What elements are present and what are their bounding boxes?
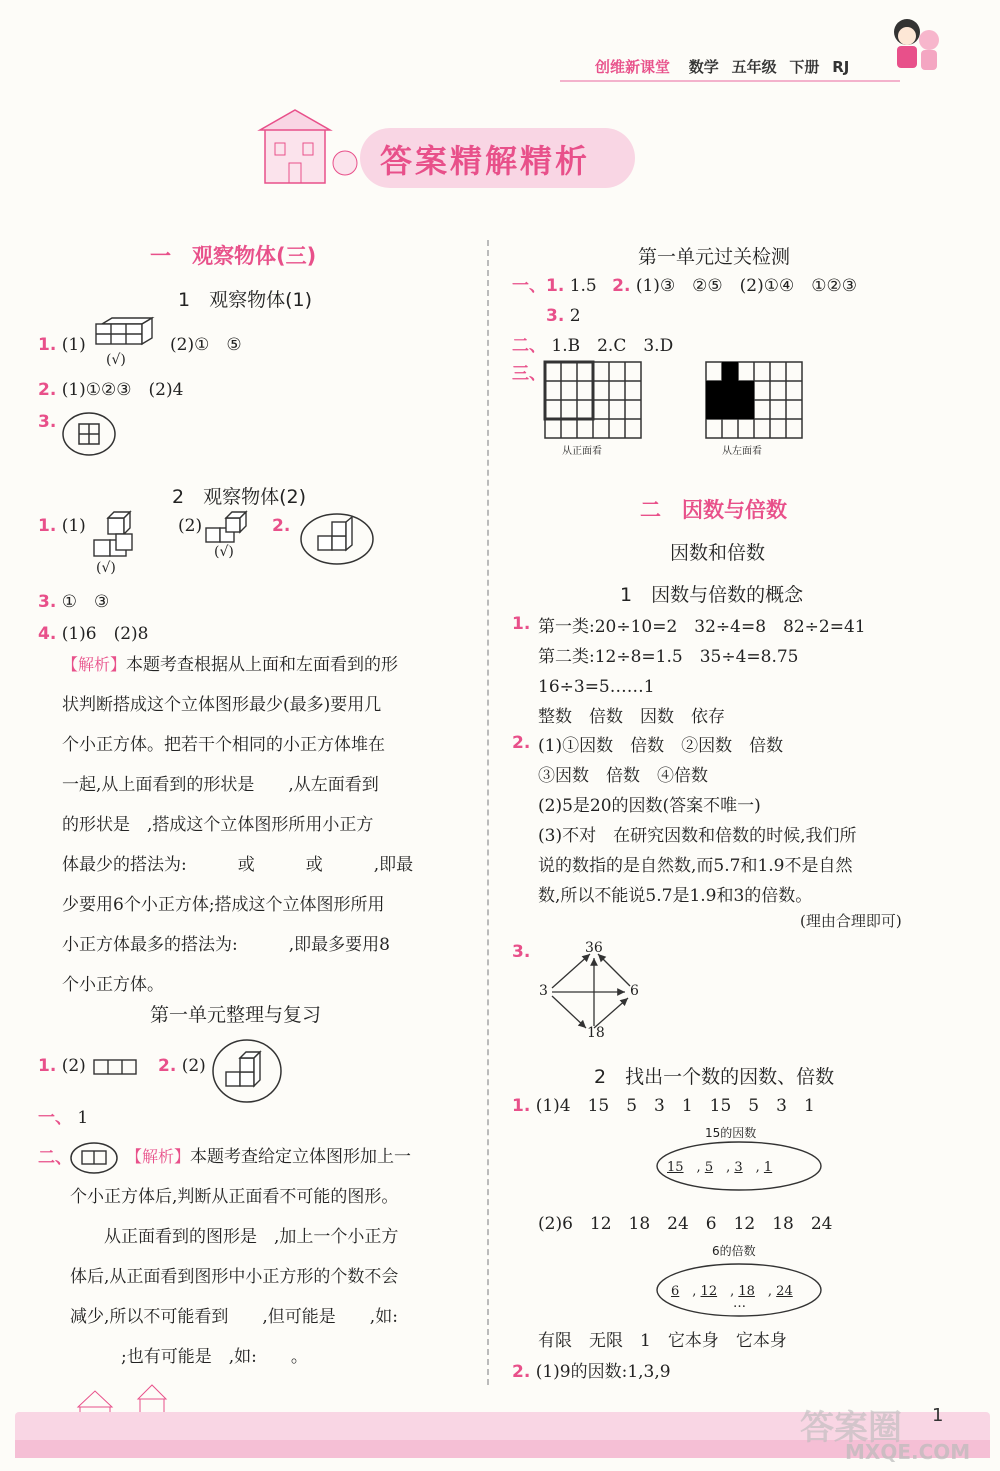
r-q1-line: 整数 倍数 因数 依存	[538, 707, 725, 727]
diamond-top: 36	[585, 940, 603, 956]
qnum: 2.	[272, 516, 291, 536]
qnum: 1.	[512, 614, 531, 634]
oval1-value: 5	[704, 1160, 714, 1175]
r-q1-num	[512, 614, 530, 634]
l1-q1b: (2)① ⑤	[170, 335, 242, 355]
qnum: 2.	[38, 380, 57, 400]
qnum: 1.	[546, 276, 565, 296]
l2-q4	[38, 624, 149, 644]
diamond-bottom: 18	[587, 1025, 605, 1041]
l2-q2	[272, 516, 290, 536]
qnum: 二、	[512, 336, 546, 356]
analysis2-line: ;也有可能是 ,如: 。	[70, 1347, 308, 1367]
r-lesson2-title: 2 找出一个数的因数、倍数	[594, 1066, 835, 1088]
subject: 数学	[688, 58, 719, 76]
r-q2-note: (理由合理即可)	[800, 912, 902, 930]
r2-q1a: (1)4 15 5 3 1 15 5 3 1	[535, 1096, 815, 1116]
grade: 五年级	[731, 58, 777, 76]
review-title: 第一单元整理与复习	[150, 1004, 322, 1026]
analysis2	[70, 1177, 475, 1377]
analysis1-line: 一起,从上面看到的形状是 ,从左面看到	[62, 775, 379, 795]
l1-q3	[38, 412, 56, 432]
rv-q2	[158, 1056, 206, 1076]
left-view-label: 从左面看	[722, 446, 762, 457]
l1-q2-text: (1)①②③ (2)4	[61, 380, 184, 400]
t-yi2: (1)③ ②⑤ (2)①④ ①②③	[635, 276, 857, 296]
analysis2-text: 本题考查给定立体图形加上一	[190, 1147, 412, 1167]
l2-q3	[38, 592, 109, 612]
oval2-value: 12	[700, 1284, 718, 1299]
edition: RJ	[832, 58, 850, 76]
oval1-title: 15的因数	[705, 1126, 757, 1140]
qnum: 3.	[38, 592, 57, 612]
analysis2-first	[126, 1137, 471, 1177]
t-san	[512, 364, 546, 384]
l2-q1	[38, 516, 86, 536]
brand-name: 创维新课堂	[595, 58, 671, 76]
cube-row-figure	[96, 318, 156, 348]
analysis1-line: 少要用6个小正方体;搭成这个立体图形所用	[62, 895, 385, 915]
qnum: 一、	[512, 276, 546, 296]
column-divider	[487, 240, 489, 1385]
r-q2-line: (1)①因数 倍数 ②因数 倍数	[538, 736, 784, 756]
l1-q2	[38, 380, 183, 400]
three-squares-figure	[94, 1058, 140, 1076]
circled-rect-figure	[70, 1142, 120, 1176]
test-title: 第一单元过关检测	[638, 246, 791, 268]
qnum: 1.	[512, 1096, 531, 1116]
r-q2-line: 说的数指的是自然数,而5.7和1.9不是自然	[538, 856, 853, 876]
oval2-value: 18	[738, 1284, 755, 1299]
analysis1-line: 状判断搭成这个立体图形最少(最多)要用几	[62, 695, 382, 715]
analysis2-line: 个小正方体后,判断从正面看不可能的图形。	[70, 1187, 399, 1207]
oval1-value: 1	[763, 1160, 773, 1175]
left-view-grid	[706, 362, 806, 440]
diamond-right: 6	[630, 983, 639, 999]
cube-stack-figure-b	[206, 512, 256, 548]
front-view-label: 从正面看	[562, 446, 602, 457]
rv-er	[38, 1148, 72, 1168]
analysis1-line: 个小正方体。把若干个相同的小正方体堆在	[62, 735, 385, 755]
qnum: 一、	[38, 1108, 72, 1128]
volume: 下册	[789, 58, 820, 76]
analysis1-line: 体最少的搭法为: 或 或 ,即最	[62, 855, 414, 875]
qnum: 3.	[512, 942, 531, 962]
qnum: 3.	[38, 412, 57, 432]
r2-q1b: (2)6 12 18 24 6 12 18 24	[538, 1214, 833, 1234]
r-q2-line: 数,所以不能说5.7是1.9和3的倍数。	[538, 886, 813, 906]
oval1-value: 3	[734, 1160, 743, 1175]
analysis2-line: 体后,从正面看到图形中小正方形的个数不会	[70, 1267, 399, 1287]
r2-q1c: 有限 无限 1 它本身 它本身	[538, 1331, 787, 1351]
r-q1-line: 16÷3=5……1	[538, 677, 655, 697]
oval2-value: 24	[776, 1284, 793, 1299]
diamond-left: 3	[539, 983, 548, 999]
page-header	[595, 56, 857, 77]
l2-q1a: (1)	[61, 516, 86, 536]
qnum: 1.	[38, 335, 57, 355]
rv-yi-text: 1	[77, 1108, 89, 1128]
qnum: 1.	[38, 1056, 57, 1076]
l1-q1	[38, 335, 86, 355]
school-building-icon	[245, 108, 365, 188]
watermark-en: MXQE.COM	[845, 1440, 971, 1464]
rv-q1-text: (2)	[61, 1056, 86, 1076]
t-er-text: 1.B 2.C 3.D	[551, 336, 674, 356]
qnum: 2.	[512, 733, 531, 753]
r-q1-line: 第一类:20÷10=2 32÷4=8 82÷2=41	[538, 617, 866, 637]
t-yi3-text: 2	[569, 306, 581, 326]
cube-stack-figure-a	[94, 512, 144, 562]
l1-q1a: (1)	[61, 335, 86, 355]
r-q2-line: (3)不对 在研究因数和倍数的时候,我们所	[538, 826, 857, 846]
analysis2-line: 减少,所以不可能看到 ,但可能是 ,如:	[70, 1307, 398, 1327]
rv-q1	[38, 1056, 86, 1076]
cartoon-kids-icon	[885, 12, 945, 82]
analysis1-line: 小正方体最多的搭法为: ,即最多要用8	[62, 935, 390, 955]
r-q2-num	[512, 733, 530, 753]
qnum: 2.	[512, 1362, 531, 1382]
page-number: 1	[932, 1405, 944, 1426]
circled-cube-figure	[300, 512, 376, 566]
t-er	[512, 336, 673, 356]
qnum: 1.	[38, 516, 57, 536]
l2-q1-check: (√)	[96, 560, 116, 576]
qnum: 二、	[38, 1148, 72, 1168]
rv-q2-text: (2)	[181, 1056, 206, 1076]
oval2-dots: …	[733, 1296, 746, 1311]
lesson2-title: 2 观察物体(2)	[172, 486, 307, 508]
analysis-tag: 【解析】	[62, 655, 127, 674]
lesson1-title: 1 观察物体(1)	[178, 289, 313, 311]
r-q1	[538, 612, 866, 732]
r2-q1	[512, 1096, 815, 1116]
qnum: 2.	[612, 276, 631, 296]
unit1-title: 一 观察物体(三)	[150, 244, 317, 268]
watermark-cn: 答案圈	[800, 1408, 902, 1448]
r-lesson1-title: 1 因数与倍数的概念	[620, 584, 804, 606]
oval1-value: 15	[667, 1160, 684, 1175]
t-yi1: 1.5	[569, 276, 597, 296]
r-q1-line: 第二类:12÷8=1.5 35÷4=8.75	[538, 647, 799, 667]
qnum: 3.	[546, 306, 565, 326]
circled-cube-figure-2	[212, 1038, 282, 1104]
oval1-values: 15 , 5 , 3 , 1	[667, 1160, 773, 1175]
oval2-title: 6的倍数	[712, 1244, 756, 1258]
analysis1-line: 个小正方体。	[62, 975, 164, 995]
circled-square-figure	[62, 412, 118, 456]
header-rule	[560, 80, 900, 82]
t-yi	[512, 276, 857, 296]
banner-title: 答案精解精析	[380, 142, 591, 180]
l1-q1-check: (√)	[106, 352, 126, 368]
qnum: 2.	[158, 1056, 177, 1076]
analysis1-text: 本题考查根据从上面和左面看到的形	[126, 655, 399, 675]
r-q3-num	[512, 942, 530, 962]
r2-q2-text: (1)9的因数:1,3,9	[535, 1362, 671, 1382]
r-q2-line: (2)5是20的因数(答案不唯一)	[538, 796, 761, 816]
r-q2	[538, 731, 856, 911]
r2-q2	[512, 1362, 671, 1382]
r-q2-line: ③因数 倍数 ④倍数	[538, 766, 708, 786]
qnum: 4.	[38, 624, 57, 644]
unit2-title: 二 因数与倍数	[640, 498, 787, 522]
oval2-values: 6 , 12 , 18 , 24	[671, 1284, 793, 1299]
l2-q4-text: (1)6 (2)8	[61, 624, 149, 644]
front-view-grid	[545, 362, 645, 440]
analysis1-line	[62, 645, 477, 685]
oval2-value: 6	[671, 1284, 680, 1299]
t-yi3	[546, 306, 581, 326]
l2-q3-text: ① ③	[61, 592, 110, 612]
section-title: 因数和倍数	[670, 542, 766, 564]
analysis1-line: 的形状是 ,搭成这个立体图形所用小正方	[62, 815, 374, 835]
analysis-tag: 【解析】	[126, 1147, 191, 1166]
l2-q1b-check: (√)	[214, 544, 234, 560]
rv-yi	[38, 1108, 88, 1128]
qnum: 三、	[512, 364, 546, 384]
analysis2-line: 从正面看到的图形是 ,加上一个小正方	[70, 1227, 399, 1247]
analysis1	[62, 645, 477, 1005]
l2-q1b: (2)	[178, 516, 203, 536]
